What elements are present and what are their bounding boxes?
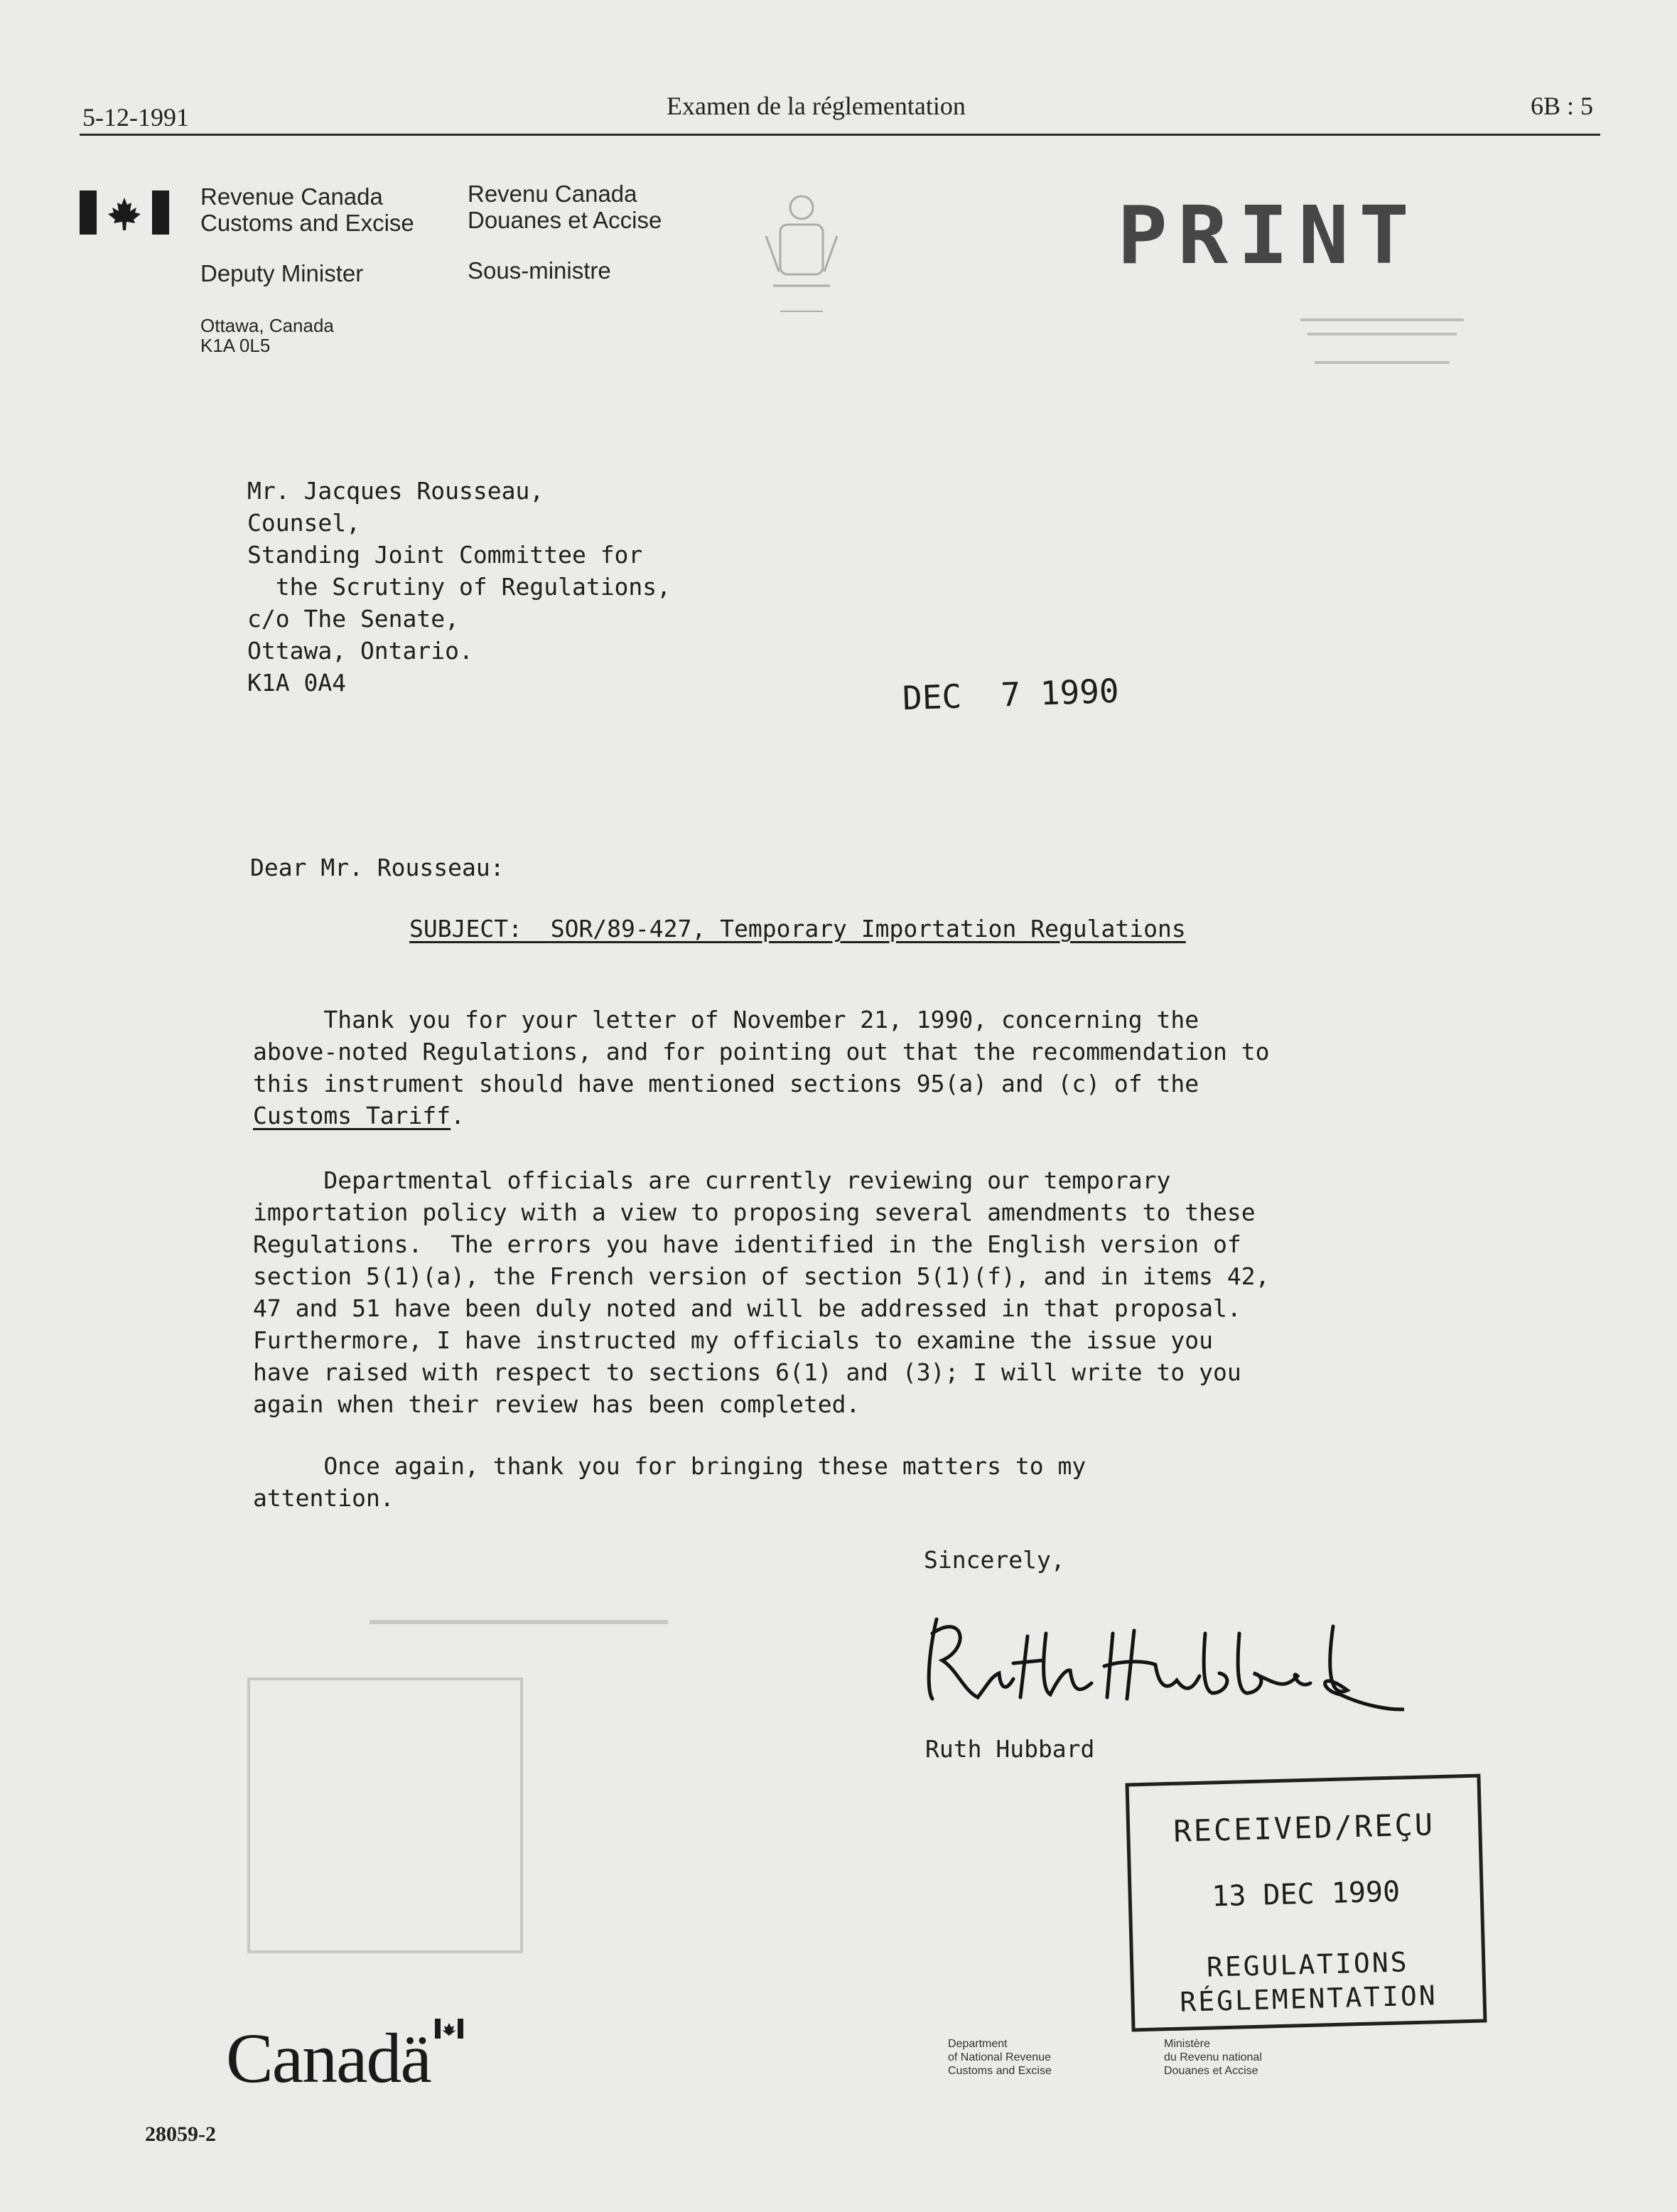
received-stamp-date: 13 DEC 1990 — [1211, 1875, 1401, 1913]
letterhead-address: Ottawa, Canada K1A 0L5 — [200, 315, 334, 356]
paragraph-1-line-1: Thank you for your letter of November 21, 1990, concerning the — [253, 1006, 1199, 1033]
header-rule — [80, 134, 1600, 136]
paragraph-2: Departmental officials are currently reviewing our temporary importation policy with a view to proposing several amendments to these Regulations. The errors you have identified in the English version of section 5(1)(a), the French version of section 5(1)(f), and in items 42, 47 and 51 have been duly noted and will be addressed in that proposal. Furthermore, I have instructed my officials to examine the issue you have raised with respect to sections 6(1) and (3); I will write to you again when their review has been completed. — [253, 1166, 1270, 1418]
header-page-ref: 6B : 5 — [1531, 92, 1594, 120]
letterhead-title-fr: Sous-ministre — [468, 257, 611, 284]
received-stamp-office: REGULATIONS RÉGLEMENTATION — [1179, 1946, 1438, 2018]
department-name-en: Department of National Revenue Customs and Excise — [948, 2038, 1052, 2077]
paragraph-1-line-3: this instrument should have mentioned sections 95(a) and (c) of the — [253, 1070, 1199, 1097]
wordmark-flag-icon — [435, 2019, 463, 2039]
signature-image — [921, 1605, 1404, 1740]
paragraph-1-line-2: above-noted Regulations, and for pointing out that the recommendation to — [253, 1038, 1270, 1065]
canada-wordmark: Canadä — [226, 2019, 431, 2098]
letterhead-org-fr: Revenu Canada Douanes et Accise — [468, 181, 662, 233]
letterhead-title-en: Deputy Minister — [200, 260, 364, 286]
bleed-through-closing — [370, 1602, 668, 1631]
recipient-address: Mr. Jacques Rousseau, Counsel, Standing Joint Committee for the Scrutiny of Regulations, c/o The Senate, Ottawa, Ontario. K1A 0A4 — [247, 477, 672, 697]
received-stamp — [1126, 1774, 1487, 2032]
paragraph-3: Once again, thank you for bringing these matters to my attention. — [253, 1452, 1086, 1512]
paragraph-1-line-4 — [253, 1100, 1269, 1132]
coat-of-arms-watermark — [759, 186, 844, 321]
salutation: Dear Mr. Rousseau: — [250, 854, 505, 881]
subject-text: SOR/89-427, Temporary Importation Regulations — [550, 915, 1186, 943]
document-number: 28059-2 — [145, 2122, 216, 2146]
department-name-fr: Ministère du Revenu national Douanes et Accise — [1164, 2038, 1262, 2077]
header-title: Examen de la réglementation — [667, 92, 966, 120]
bleed-through-stamp-box — [247, 1677, 523, 1953]
signatory-name: Ruth Hubbard — [925, 1735, 1095, 1763]
canada-flag-icon — [80, 190, 169, 235]
closing: Sincerely, — [924, 1546, 1065, 1574]
paragraph-1 — [253, 1004, 1269, 1132]
date-stamp: DEC 7 1990 — [902, 671, 1120, 718]
subject-line — [409, 913, 1186, 945]
letterhead-org-en: Revenue Canada Customs and Excise — [200, 183, 414, 236]
header-date: 5-12-1991 — [82, 103, 189, 131]
paragraph-1-end: . — [451, 1102, 465, 1129]
subject-label: SUBJECT: — [409, 915, 522, 943]
bleed-through-block — [1300, 313, 1464, 370]
customs-tariff-title: Customs Tariff — [253, 1102, 451, 1129]
print-stamp: PRINT — [1117, 188, 1420, 282]
received-stamp-title: RECEIVED/REÇU — [1172, 1807, 1435, 1849]
